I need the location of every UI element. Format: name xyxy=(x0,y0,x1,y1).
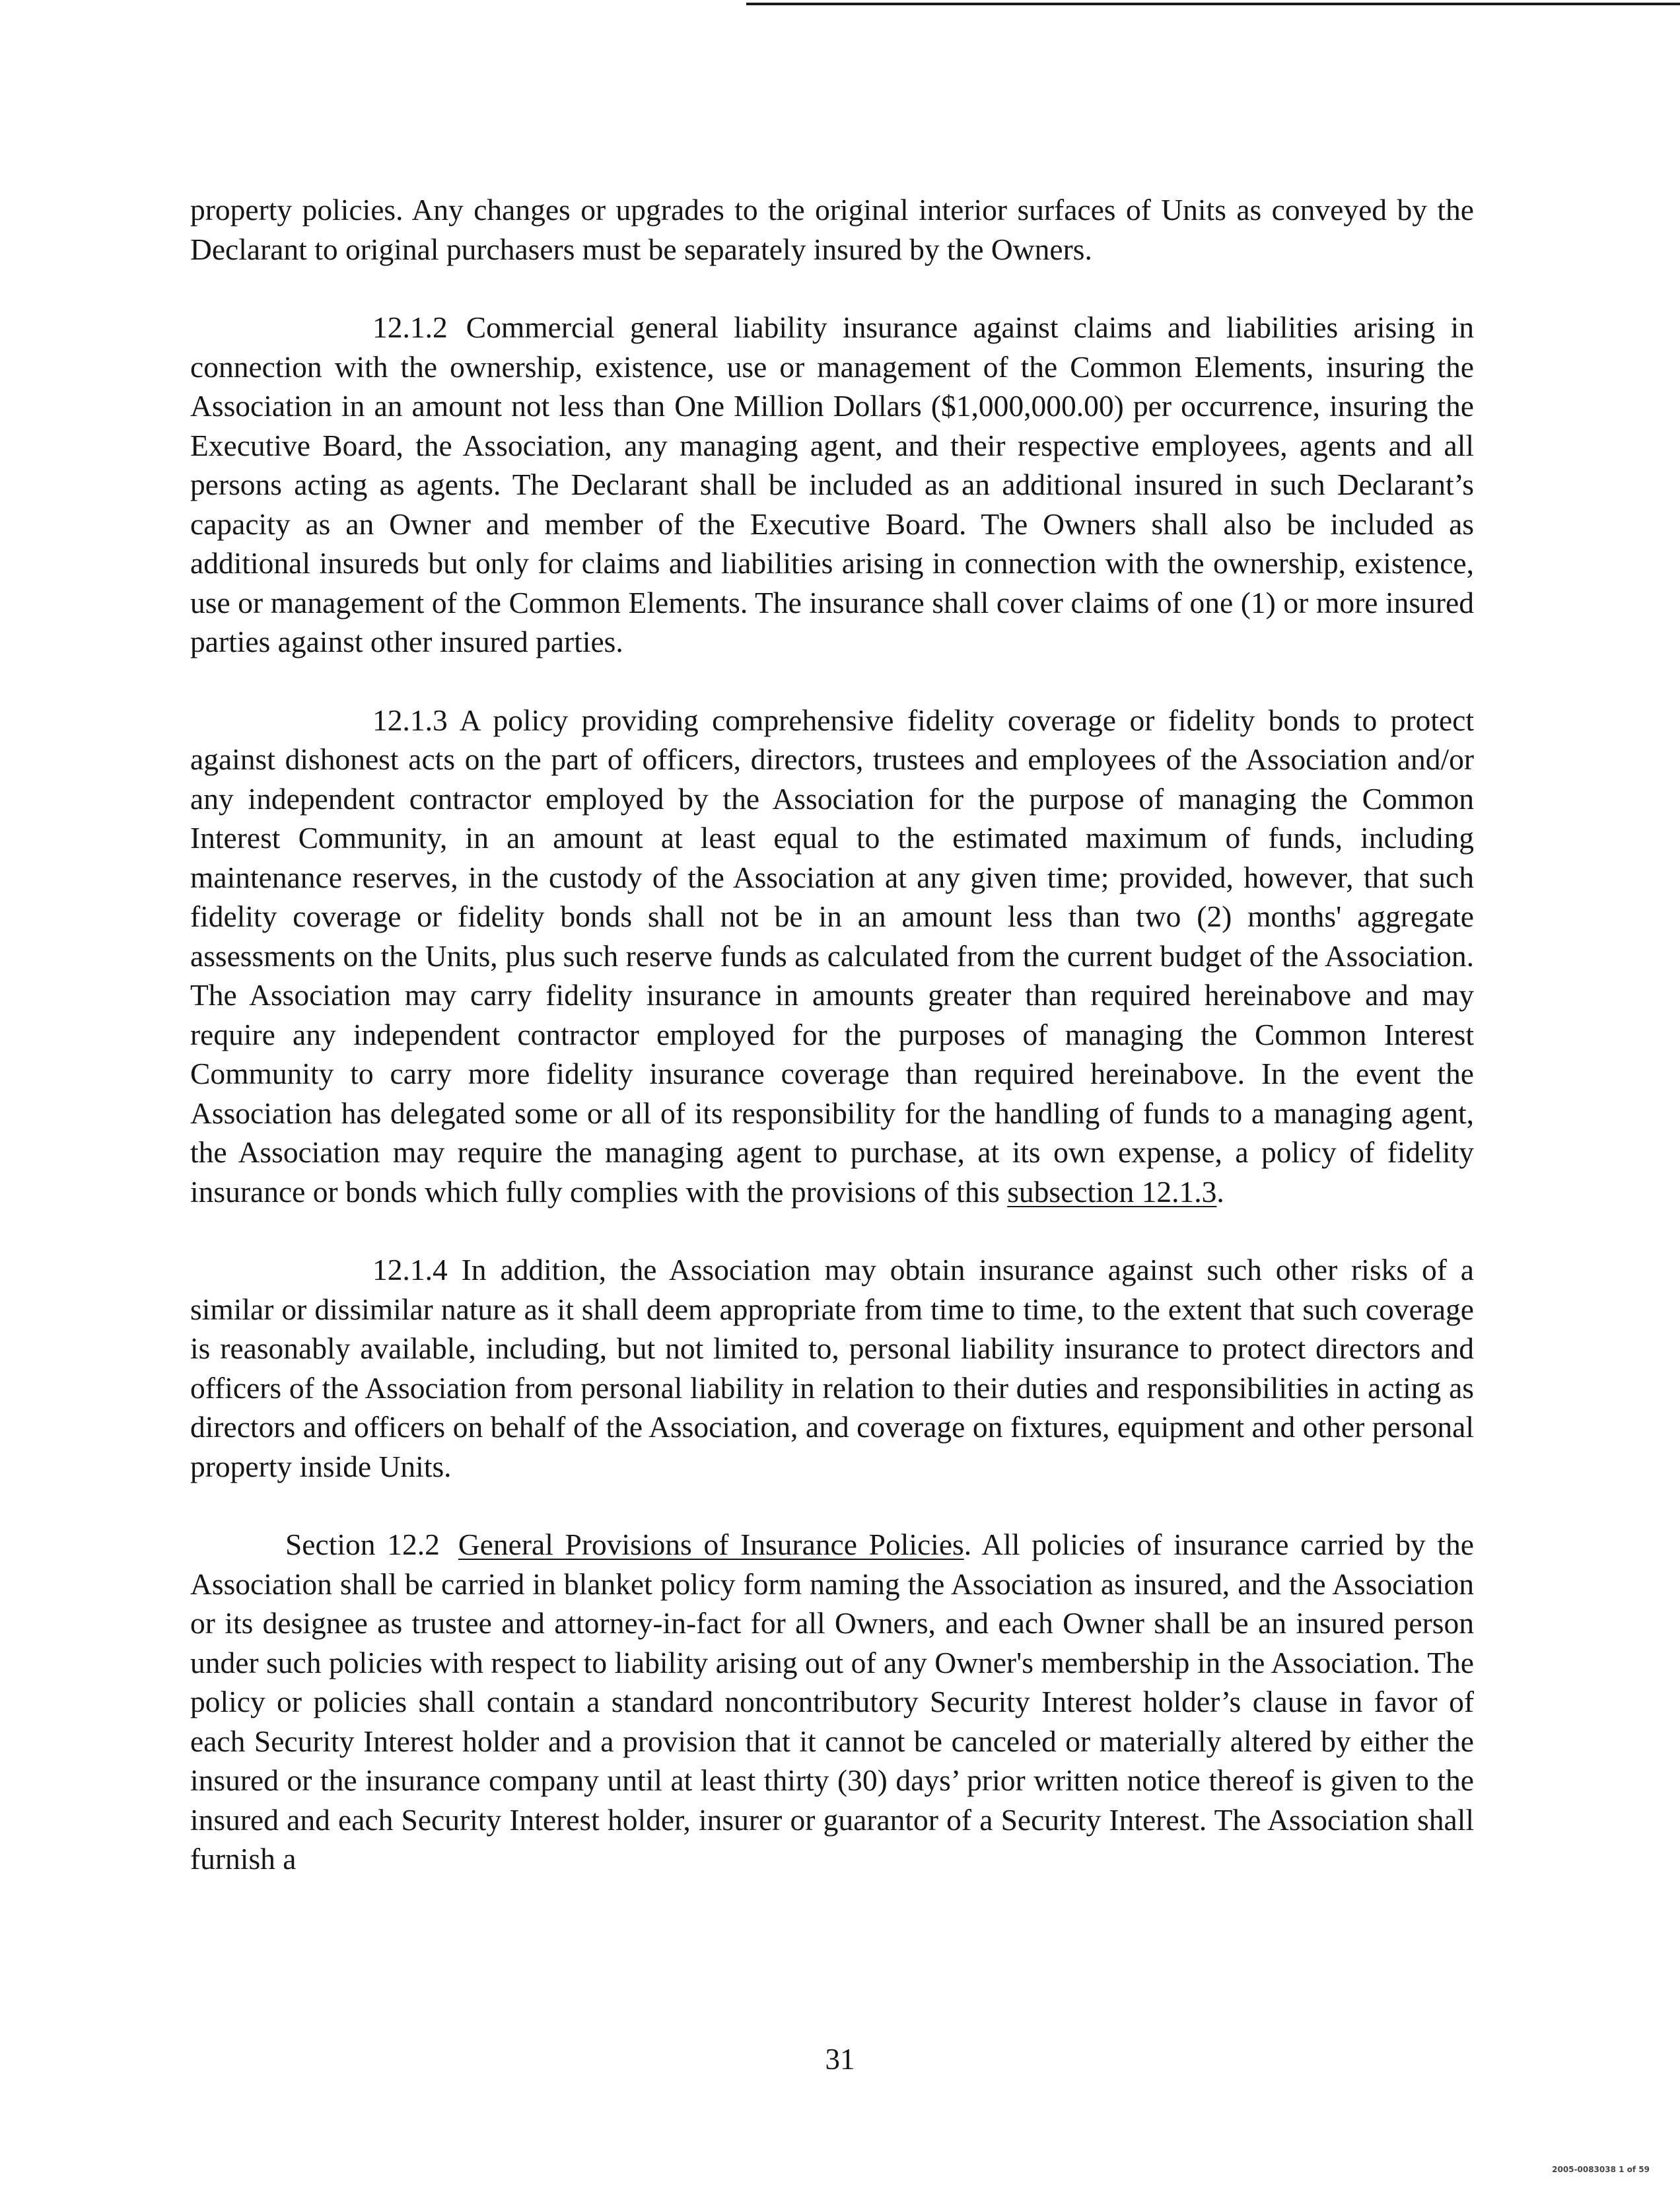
paragraph-number: 12.1.3 xyxy=(372,703,448,737)
section-12-2: Section 12.2 General Provisions of Insurance Policies. All policies of insurance carried by the Association shall be carried in blanket policy form naming the Association as insured, and the Association or its designee as trustee and attorney-in-fact for all Owners, and each Owner shall be an insured person under such policies with respect to liability arising out of any Owner's membership in the Association. The policy or policies shall contain a standard noncontributory Security Interest holder’s clause in favor of each Security Interest holder and a provision that it cannot be canceled or materially altered by either the insured or the insurance company until at least thirty (30) days’ prior written notice thereof is given to the insured and each Security Interest holder, insurer or guarantor of a Security Interest. The Association shall furnish a xyxy=(190,1528,1474,1876)
paragraph-number: 12.1.2 xyxy=(372,310,448,344)
paragraph-12-1-4 xyxy=(190,1250,1474,1486)
continued-text: property policies. Any changes or upgrades to the original interior surfaces of Units as conveyed by the Declarant to original purchasers must be separately insured by the Owners. xyxy=(190,193,1474,266)
recording-stamp: 2005-0083038 1 of 59 xyxy=(1552,2165,1650,2174)
continued-paragraph xyxy=(190,190,1474,269)
section-heading: General Provisions of Insurance Policies xyxy=(458,1528,964,1561)
paragraph-text: Commercial general liability insurance against claims and liabilities arising in connection with the ownership, existence, use or management of the Common Elements, insuring the Association in an amount not less than One Million Dollars ($1,000,000.00) per occurrence, insuring the Executive Board, the Association, any managing agent, and their respective employees, agents and all persons acting as agents. The Declarant shall be included as an additional insured in such Declarant’s capacity as an Owner and member of the Executive Board. The Owners shall also be included as additional insureds but only for claims and liabilities arising in connection with the ownership, existence, use or management of the Common Elements. The insurance shall cover claims of one (1) or more insured parties against other insured parties. xyxy=(190,310,1474,658)
paragraph-12-1-3: 12.1.3 A policy providing comprehensive fidelity coverage or fidelity bonds to protect against dishonest acts on the part of officers, directors, trustees and employees of the Association and/or any independent contractor employed by the Association for the purpose of managing the Common Interest Community, in an amount at least equal to the estimated maximum of funds, including maintenance reserves, in the custody of the Association at any given time; provided, however, that such fidelity coverage or fidelity bonds shall not be in an amount less than two (2) months' aggregate assessments on the Units, plus such reserve funds as calculated from the current budget of the Association. The Association may carry fidelity insurance in amounts greater than required hereinabove and may require any independent contractor employed for the purposes of managing the Common Interest Community to carry more fidelity insurance coverage than required hereinabove. In the event the Association has delegated some or all of its responsibility for the handling of funds to a managing agent, the Association may require the managing agent to purchase, at its own expense, a policy of fidelity insurance or bonds which fully complies with the provisions of this subsection 12.1.3. xyxy=(190,703,1474,1209)
paragraph-text: A policy providing comprehensive fidelity coverage or fidelity bonds to protect against dishonest acts on the part of officers, directors, trustees and employees of the Association and/or any independent contractor employed by the Association for the purpose of managing the Common Interest Community, in an amount at least equal to the estimated maximum of funds, including maintenance reserves, in the custody of the Association at any given time; provided, however, that such fidelity coverage or fidelity bonds shall not be in an amount less than two (2) months' aggregate assessments on the Units, plus such reserve funds as calculated from the current budget of the Association. The Association may carry fidelity insurance in amounts greater than required hereinabove and may require any independent contractor employed for the purposes of managing the Common Interest Community to carry more fidelity insurance coverage than required hereinabove. In the event the Association has delegated some or all of its responsibility for the handling of funds to a managing agent, the Association may require the managing agent to purchase, at its own expense, a policy of fidelity insurance or bonds which fully complies with the provisions of this xyxy=(190,703,1474,1209)
section-label: Section 12.2 xyxy=(285,1528,440,1561)
subsection-reference: subsection 12.1.3 xyxy=(1007,1174,1217,1209)
paragraph-12-1-2 xyxy=(190,308,1474,662)
paragraph-number: 12.1.4 xyxy=(372,1253,448,1287)
section-text: All policies of insurance carried by the Association shall be carried in blanket policy form naming the Association as insured, and the Association or its designee as trustee and attorney-in-fact for all Owners, and each Owner shall be an insured person under such policies with respect to liability arising out of any Owner's membership in the Association. The policy or policies shall contain a standard noncontributory Security Interest holder’s clause in favor of each Security Interest holder and a provision that it cannot be canceled or materially altered by either the insured or the insurance company until at least thirty (30) days’ prior written notice thereof is given to the insured and each Security Interest holder, insurer or guarantor of a Security Interest. The Association shall furnish a xyxy=(190,1528,1474,1876)
page-number: 31 xyxy=(825,2043,855,2076)
top-border-rule xyxy=(746,3,1680,5)
document-page xyxy=(190,190,1474,1879)
paragraph-text: In addition, the Association may obtain insurance against such other risks of a similar or dissimilar nature as it shall deem appropriate from time to time, to the extent that such coverage is reasonably available, including, but not limited to, personal liability insurance to protect directors and officers of the Association from personal liability in relation to their duties and responsibilities in acting as directors and officers on behalf of the Association, and coverage on fixtures, equipment and other personal property inside Units. xyxy=(190,1253,1475,1483)
